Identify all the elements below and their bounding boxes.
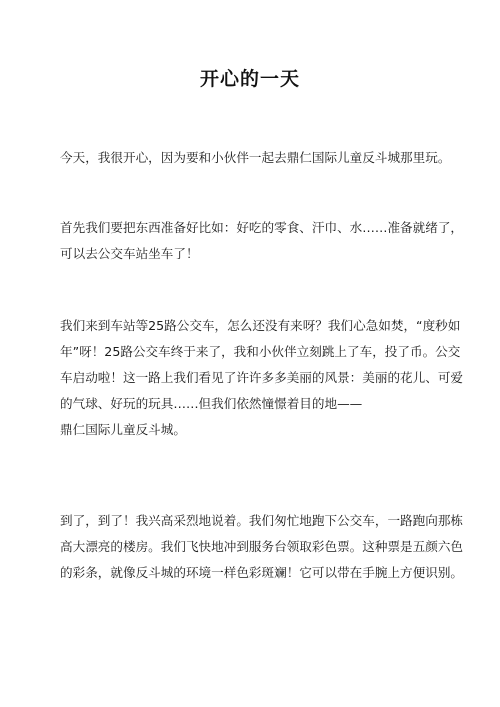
text-line: 的彩条，就像反斗城的环境一样色彩斑斓！它可以带在手腕上方便识别。 xyxy=(60,565,463,580)
paragraph-2 xyxy=(60,215,463,267)
text-line: 可以去公交车站坐车了！ xyxy=(60,246,199,261)
paragraph-3 xyxy=(60,313,463,443)
text-line: 今天，我很开心，因为要和小伙伴一起去鼎仁国际儿童反斗城那里玩。 xyxy=(60,150,451,165)
text-line: 到了，到了！我兴高采烈地说着。我们匆忙地跑下公交车，一路跑向那栋 xyxy=(60,513,463,528)
text-line: 鼎仁国际儿童反斗城。 xyxy=(60,422,186,437)
text-line: 首先我们要把东西准备好比如：好吃的零食、汗巾、水……准备就绪了， xyxy=(60,220,463,235)
text-line: 的气球、好玩的玩具……但我们依然憧憬着目的地—— xyxy=(60,396,363,411)
text-line: 我们来到车站等25路公交车，怎么还没有来呀？我们心急如焚，“度秒如 xyxy=(60,318,461,333)
text-line: 高大漂亮的楼房。我们飞快地冲到服务台领取彩色票。这种票是五颜六色 xyxy=(60,539,463,554)
text-line: 年”呀！25路公交车终于来了，我和小伙伴立刻跳上了车，投了币。公交 xyxy=(60,344,461,359)
document-title: 开心的一天 xyxy=(199,68,300,90)
paragraph-1 xyxy=(60,145,451,171)
text-line: 车启动啦！这一路上我们看见了许许多多美丽的风景：美丽的花儿、可爱 xyxy=(60,370,463,385)
paragraph-4 xyxy=(60,508,463,586)
